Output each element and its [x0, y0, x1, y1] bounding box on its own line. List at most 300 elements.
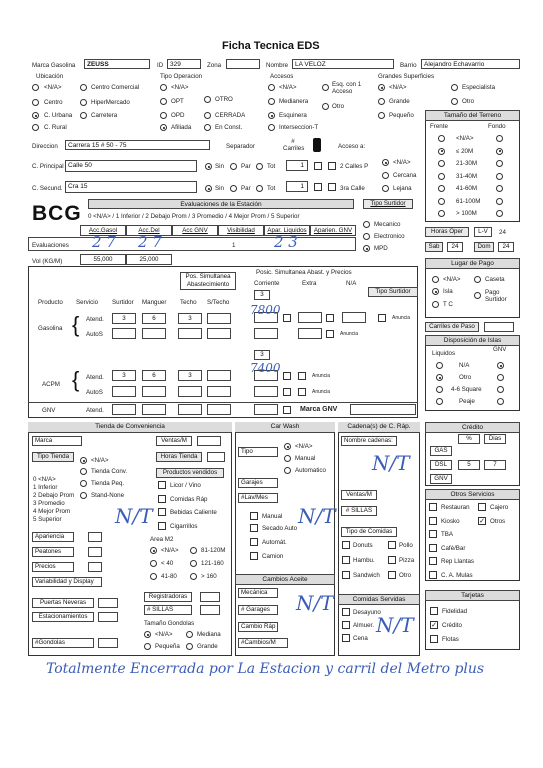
puertas-button[interactable]: Puertas Neveras [32, 598, 94, 608]
tienda-scale-item: 4 Mejor Prom [33, 508, 71, 515]
gnv-price[interactable] [254, 404, 278, 415]
cw-camion-check[interactable] [250, 552, 258, 560]
gas-auto-manguer[interactable] [142, 328, 166, 339]
cw-manual-check[interactable] [250, 512, 258, 520]
terreno-frente-radio[interactable] [438, 173, 445, 180]
tipo-comidas-button[interactable]: Tipo de Comidas [341, 527, 397, 537]
lav-mes-button[interactable]: #Lav/Mes [238, 493, 278, 503]
cena-check[interactable] [342, 634, 350, 642]
cw-camion-label: Camion [262, 553, 284, 560]
tarjeta-credito-label: Crédito [442, 622, 462, 629]
col-techo: Techo [180, 299, 197, 306]
tarjeta-fidelidad-check[interactable] [430, 607, 438, 615]
ubicacion-label: Ubicación [36, 73, 64, 80]
op-otro-label: OTRO [215, 96, 233, 103]
puertas-field[interactable] [98, 598, 118, 608]
cs-sin-label: Sin [215, 185, 224, 192]
gas-auto-surtidor[interactable] [112, 328, 136, 339]
cambio-rap-button[interactable]: Cambio Ráp [238, 622, 278, 632]
calle-principal-label: C. Principal [32, 163, 64, 170]
otros-servicio-check[interactable] [429, 530, 437, 538]
sab-button[interactable]: Sab [425, 242, 443, 252]
surtidor-electronico-radio[interactable] [363, 233, 370, 240]
area-40-radio[interactable] [150, 560, 157, 567]
gas-price-na[interactable] [342, 312, 366, 323]
marca-field[interactable]: ZEUSS [84, 59, 150, 69]
ubicacion-hiper-radio[interactable] [80, 99, 87, 106]
terreno-frente-radio[interactable] [438, 135, 445, 142]
terreno-fondo-radio[interactable] [496, 160, 503, 167]
cp-check-1[interactable] [314, 162, 322, 170]
cs-tot-radio[interactable] [256, 185, 263, 192]
tienda-scale-item: 5 Superior [33, 516, 62, 523]
pago-isla-radio[interactable] [432, 288, 439, 295]
carriles-label: # Carriles [283, 138, 305, 152]
col-producto: Producto [38, 299, 63, 306]
direccion-field[interactable]: Carrera 15 # 50 - 75 [65, 140, 210, 150]
producto-check[interactable] [158, 481, 166, 489]
pago-isla-label: Isla [443, 288, 453, 295]
horas-tienda-button[interactable]: Horas Tienda [156, 452, 202, 462]
acpm-auto-manguer[interactable] [142, 386, 166, 397]
otros-servicio-label: TBA [441, 531, 454, 538]
credito-gas[interactable]: GAS [430, 446, 452, 456]
gas-pos[interactable]: 3 [254, 290, 270, 300]
area-na-radio[interactable] [150, 547, 157, 554]
otros-servicio-check[interactable] [429, 571, 437, 579]
tienda-scale-item: 2 Debajo Prom [33, 492, 75, 499]
gondolas-button[interactable]: #Gondolas [32, 638, 94, 648]
tienda-stand-radio[interactable] [80, 492, 87, 499]
cs-par-radio[interactable] [230, 185, 237, 192]
credito-dsl[interactable]: DSL [430, 460, 452, 470]
cw-automat-label: Automát. [262, 539, 287, 546]
horas-lv[interactable]: L-V [474, 227, 492, 237]
estacionamientos-field[interactable] [98, 612, 118, 622]
calle-principal-field[interactable]: Calle 50 [65, 160, 197, 172]
tienda-peq-radio[interactable] [80, 480, 87, 487]
acpm-techo[interactable]: 3 [178, 370, 202, 381]
gasolina-label: Gasolina [38, 325, 63, 332]
ubicacion-hiper-label: HiperMercado [91, 99, 130, 106]
accesos-label: Accesos [270, 73, 294, 80]
acpm-auto-techo[interactable] [178, 386, 202, 397]
acc-otro-label: Otro [332, 103, 345, 110]
horas-oper-button[interactable]: Horas Oper [425, 227, 469, 237]
disp-na-gnv[interactable] [497, 362, 504, 369]
acc-interseccion-radio[interactable] [268, 124, 275, 131]
otros-servicio-label: Rep Llantas [441, 558, 475, 565]
tipo-tienda-button[interactable]: Tipo Tienda [32, 452, 74, 462]
gs-otro-radio[interactable] [451, 98, 458, 105]
horas-lv-value: 24 [499, 229, 506, 236]
acpm-auto-price[interactable] [254, 386, 278, 397]
disposicion-header: Disposición de Islas [425, 335, 520, 346]
tarjeta-credito-check[interactable]: ✓ [431, 622, 437, 629]
pago-caseta-radio[interactable] [474, 276, 481, 283]
terreno-fondo-radio[interactable] [496, 135, 503, 142]
acpm-check-2[interactable] [298, 372, 306, 380]
credito-dsl-pct[interactable]: 5 [458, 460, 480, 470]
gas-check-1[interactable] [283, 314, 291, 322]
gondola-grande-radio[interactable] [186, 643, 193, 650]
comida-pollo-check[interactable] [388, 541, 396, 549]
terreno-frente-radio[interactable] [438, 198, 445, 205]
tarjeta-flotas-check[interactable] [430, 635, 438, 643]
desayuno-check[interactable] [342, 608, 350, 616]
terreno-header: Tamaño del Terreno [425, 110, 520, 121]
ubicacion-carretera-radio[interactable] [80, 112, 87, 119]
area-81-radio[interactable] [190, 547, 197, 554]
gas-manguer[interactable]: 6 [142, 313, 166, 324]
acc-medianera-radio[interactable] [268, 98, 275, 105]
tienda-scale-item: 0 <N/A> [33, 476, 56, 483]
tienda-na-label: <N/A> [91, 457, 109, 464]
op-cerrada-radio[interactable] [204, 112, 211, 119]
surtidor-mpd-label: MPD [374, 245, 388, 252]
disp-square-gnv[interactable] [497, 386, 504, 393]
comida-sandwich-check[interactable] [342, 571, 350, 579]
pago-tc-label: T C [443, 301, 453, 308]
area-4180-radio[interactable] [150, 573, 157, 580]
dom-button[interactable]: Dom [474, 242, 494, 252]
dom-value[interactable]: 24 [498, 242, 514, 252]
acpm-pos[interactable]: 3 [254, 350, 270, 360]
pago-surtidor-radio[interactable] [474, 292, 481, 299]
otros-servicio-check[interactable] [478, 503, 486, 511]
gas-auto-check[interactable] [326, 330, 334, 338]
acpm-manguer[interactable]: 6 [142, 370, 166, 381]
surtidor-mecanico-radio[interactable] [363, 221, 370, 228]
acc-na-radio[interactable] [268, 84, 275, 91]
terreno-frente-radio[interactable] [438, 160, 445, 167]
gasolina-brace: { [72, 312, 80, 337]
registradoras-button[interactable]: Registradoras [144, 592, 192, 602]
gnv-row-line [28, 402, 418, 403]
cambios-m-button[interactable]: #Cambios/M [238, 638, 288, 648]
pago-na-radio[interactable] [432, 276, 439, 283]
col-stecho: S/Techo [207, 299, 230, 306]
desayuno-label: Desayuno [353, 609, 381, 616]
otros-servicio-check[interactable]: ✓ [479, 517, 485, 525]
disp-na-liq[interactable] [436, 362, 443, 369]
ubicacion-cc-radio[interactable] [80, 84, 87, 91]
cs-par-label: Par [241, 185, 251, 192]
surtidor-mecanico-label: Mecanico [374, 221, 401, 228]
traffic-light-icon [313, 138, 321, 152]
area-160-label: > 160 [201, 573, 217, 580]
area-label: Area M2 [150, 536, 174, 543]
area-121-radio[interactable] [190, 560, 197, 567]
producto-check[interactable] [158, 508, 166, 516]
gnv-disp-label: GNV [493, 346, 507, 353]
evaluaciones-label: Evaluaciones [32, 242, 69, 249]
marca-gnv-field[interactable] [350, 404, 416, 415]
marca-tienda-button[interactable]: Marca [32, 436, 82, 446]
disp-peaje-gnv[interactable] [497, 398, 504, 405]
pago-na-label: <N/A> [443, 276, 461, 283]
gondola-grande-label: Grande [197, 643, 218, 650]
gas-check-2[interactable] [326, 314, 334, 322]
comida-otro-check[interactable] [388, 571, 396, 579]
horas-tienda-field[interactable] [207, 452, 225, 462]
pago-tc-radio[interactable] [432, 301, 439, 308]
gs-otro-label: Otro [462, 98, 475, 105]
bcg-col-header: Acc.Del [126, 225, 172, 236]
cp-check-2[interactable] [328, 162, 336, 170]
op-const-radio[interactable] [204, 124, 211, 131]
gnv-surtidor[interactable] [112, 404, 136, 415]
tienda-conv-radio[interactable] [80, 468, 87, 475]
gondolas-field[interactable] [98, 638, 118, 648]
cw-automat-check[interactable] [250, 538, 258, 546]
gas-auto-techo[interactable] [178, 328, 202, 339]
terreno-frente-radio[interactable] [438, 148, 445, 155]
gas-surtidor[interactable]: 3 [112, 313, 136, 324]
cw-manual-check-label: Manual [262, 513, 283, 520]
otros-servicio-check[interactable] [429, 557, 437, 565]
comida-hambu-check[interactable] [342, 556, 350, 564]
vol-del[interactable]: 25,000 [126, 254, 172, 265]
terreno-fondo-radio[interactable] [496, 210, 503, 217]
ubicacion-na-label: <N/A> [44, 84, 62, 91]
cw-secado-check[interactable] [250, 524, 258, 532]
calle-secundaria-label: C. Secund. [32, 185, 63, 192]
acc-na-label: <N/A> [279, 84, 297, 91]
marca-label: Marca Gasolina [32, 62, 76, 69]
vol-gasol[interactable]: 55,000 [80, 254, 126, 265]
producto-check[interactable] [158, 495, 166, 503]
area-na-label: <N/A> [161, 547, 179, 554]
calle-secundaria-field[interactable]: Cra 15 [65, 181, 197, 193]
productos-vendidos-button[interactable]: Productos vendidos [156, 468, 224, 478]
cambios-aceite-header: Cambios Aceite [235, 574, 335, 585]
cp-sin-radio[interactable] [205, 163, 212, 170]
registradoras-field[interactable] [200, 592, 220, 602]
acpm-check-1[interactable] [283, 372, 291, 380]
comida-donuts-check[interactable] [342, 541, 350, 549]
cs-check-1[interactable] [314, 183, 322, 191]
garages-button[interactable]: # Garages [238, 605, 278, 615]
tipo-surtidor-btn2[interactable]: Tipo Surtidor [368, 287, 418, 297]
ventas-tienda-button[interactable]: Ventas/M [156, 436, 192, 446]
marca-gnv-label: Marca GNV [300, 406, 338, 413]
comida-pollo-label: Pollo [399, 542, 413, 549]
ubicacion-na-radio[interactable] [32, 84, 39, 91]
hand-price-1: 7800 [250, 303, 281, 317]
cs-check-2[interactable] [328, 183, 336, 191]
comidas-servidas-header: Comidas Servidas [338, 594, 420, 605]
area-160-radio[interactable] [190, 573, 197, 580]
acceso-lejana-radio[interactable] [382, 185, 389, 192]
mecanica-button[interactable]: Mecánica [238, 588, 278, 598]
terreno-option-label: <N/A> [456, 135, 474, 142]
terreno-frente-radio[interactable] [438, 185, 445, 192]
area-121-label: 121-160 [201, 560, 224, 567]
otros-servicio-check[interactable] [429, 517, 437, 525]
hand-eval-1: 2 7 [92, 233, 116, 251]
tienda-na-radio[interactable] [80, 457, 87, 464]
tienda-attr-button[interactable]: Apariencia [32, 532, 74, 542]
gondola-na-radio[interactable] [144, 631, 151, 638]
op-opt-radio[interactable] [160, 98, 167, 105]
barrio-field[interactable]: Alejandro Echavarrio [421, 59, 520, 69]
cw-auto-label: Automatico [295, 467, 326, 474]
acpm-label: ACPM [42, 381, 60, 388]
op-na-label: <N/A> [171, 84, 189, 91]
id-field[interactable]: 329 [167, 59, 201, 69]
almuerzo-check[interactable] [342, 621, 350, 629]
gnv-check[interactable] [283, 406, 291, 414]
sab-value[interactable]: 24 [447, 242, 463, 252]
cw-auto-radio[interactable] [284, 467, 291, 474]
gondola-mediana-radio[interactable] [186, 631, 193, 638]
terreno-fondo-radio[interactable] [496, 198, 503, 205]
carwash-tipo-button[interactable]: Tipo [238, 447, 278, 457]
gs-na-radio[interactable] [378, 84, 385, 91]
disp-peaje-liq[interactable] [436, 398, 443, 405]
cp-par-radio[interactable] [230, 163, 237, 170]
cs-carriles-field[interactable]: 1 [286, 181, 308, 192]
gas-stecho[interactable] [207, 313, 231, 324]
credito-dsl-dias[interactable]: 7 [484, 460, 506, 470]
acpm-auto-stecho[interactable] [207, 386, 231, 397]
gas-check-3[interactable] [378, 314, 386, 322]
op-opd-label: OPD [171, 112, 185, 119]
carriles-pago-field[interactable] [484, 322, 514, 332]
gs-grande-radio[interactable] [378, 98, 385, 105]
terreno-fondo-radio[interactable] [496, 173, 503, 180]
gas-auto-price[interactable] [254, 328, 278, 339]
pago-caseta-label: Caseta [485, 276, 505, 283]
sillas-tienda-button[interactable]: # SILLAS [144, 605, 192, 615]
ventas-tienda-field[interactable] [197, 436, 221, 446]
acpm-stecho[interactable] [207, 370, 231, 381]
cp-carriles-field[interactable]: 1 [286, 160, 308, 171]
cw-na-label: <N/A> [295, 443, 313, 450]
comida-pizza-check[interactable] [388, 556, 396, 564]
gas-price-extra[interactable] [298, 312, 322, 323]
hand-price-2: 7400 [250, 361, 281, 375]
gs-especialista-radio[interactable] [451, 84, 458, 91]
bcg-col-header: Apar. Liquidos [264, 225, 310, 236]
area-40-label: < 40 [161, 560, 174, 567]
cw-na-radio[interactable] [284, 443, 291, 450]
acceso-na-radio[interactable] [382, 159, 389, 166]
sillas-tienda-field[interactable] [200, 605, 220, 615]
estacionamientos-button[interactable]: Estacionamientos [32, 612, 94, 622]
otros-servicio-check[interactable] [429, 544, 437, 552]
acpm-auto-check-1[interactable] [283, 388, 291, 396]
id-label: ID [157, 62, 164, 69]
gas-auto-stecho[interactable] [207, 328, 231, 339]
zona-label: Zona [207, 62, 222, 69]
acc-otro-radio[interactable] [322, 103, 329, 110]
producto-check[interactable] [158, 522, 166, 530]
disp-otro-liq[interactable] [436, 374, 443, 381]
gnv-manguer[interactable] [142, 404, 166, 415]
surtidor-mpd-radio[interactable] [363, 245, 370, 252]
cw-secado-label: Secado Auto [262, 525, 298, 532]
ubicacion-centro-radio[interactable] [32, 99, 39, 106]
op-afiliada-radio[interactable] [160, 124, 167, 131]
tienda-attr-button[interactable]: Precios [32, 562, 74, 572]
tipo-surtidor-button[interactable]: Tipo Surtidor [363, 199, 413, 209]
ubicacion-urbana-radio[interactable] [32, 112, 39, 119]
otros-servicio-check[interactable] [429, 503, 437, 511]
acpm-surtidor[interactable]: 3 [112, 370, 136, 381]
gondola-pequena-radio[interactable] [144, 643, 151, 650]
op-otro-radio[interactable] [204, 96, 211, 103]
gs-especialista-label: Especialista [462, 84, 496, 91]
acceso-cercana-label: Cercana [393, 172, 417, 179]
cp-tot-radio[interactable] [256, 163, 263, 170]
acpm-auto-surtidor[interactable] [112, 386, 136, 397]
ubicacion-cc-label: Centro Comercial [91, 84, 140, 91]
gas-auto-price2[interactable] [298, 328, 322, 339]
car-wash-header: Car Wash [235, 422, 335, 433]
tienda-attr-field[interactable] [88, 547, 102, 557]
zona-field[interactable] [226, 59, 260, 69]
col-manguer: Manguer [142, 299, 167, 306]
col-servicio: Servicio [76, 299, 99, 306]
cadena-sillas-button[interactable]: # SILLAS [341, 506, 377, 516]
acpm-auto-check-2[interactable] [298, 388, 306, 396]
gs-grande-label: Grande [389, 98, 410, 105]
gas-autos-label: AutoS [86, 331, 103, 338]
nombre-field[interactable]: LA VELOZ [292, 59, 394, 69]
fondo-label: Fondo [488, 123, 506, 130]
terreno-fondo-radio[interactable] [496, 148, 503, 155]
terreno-option-label: 61-100M [456, 197, 481, 205]
gnv-techo[interactable] [178, 404, 202, 415]
cw-manual-radio[interactable] [284, 455, 291, 462]
corriente-label: Corriente [254, 280, 280, 287]
gas-techo[interactable]: 3 [178, 313, 202, 324]
op-na-radio[interactable] [160, 84, 167, 91]
liquidos-label: Liquidos [432, 350, 456, 357]
disp-otro-gnv[interactable] [497, 374, 504, 381]
tienda-attr-field[interactable] [88, 562, 102, 572]
terreno-fondo-radio[interactable] [496, 185, 503, 192]
op-opd-radio[interactable] [160, 112, 167, 119]
gs-pequeno-radio[interactable] [378, 112, 385, 119]
credito-gnv[interactable]: GNV [430, 474, 452, 484]
garajes-button[interactable]: Garajes [238, 478, 278, 488]
terreno-frente-radio[interactable] [438, 210, 445, 217]
acc-esq-radio[interactable] [322, 84, 329, 91]
acpm-atend-label: Atend. [86, 374, 104, 381]
acc-esquinera-radio[interactable] [268, 112, 275, 119]
gs-pequeno-label: Pequeño [389, 112, 414, 119]
cadena-ventas-button[interactable]: Ventas/M [341, 490, 377, 500]
tienda-attr-field[interactable] [88, 532, 102, 542]
tienda-conv-label: Tienda Conv. [91, 468, 128, 475]
tienda-attr-button[interactable]: Peatones [32, 547, 74, 557]
nombre-cadenas-button[interactable]: Nombre cadenas: [341, 436, 397, 446]
gnv-stecho[interactable] [207, 404, 231, 415]
tienda-attr-button[interactable]: Variabilidad y Display [32, 577, 102, 587]
ubicacion-rural-radio[interactable] [32, 124, 39, 131]
disp-square-liq[interactable] [436, 386, 443, 393]
separador-label: Separador [226, 143, 255, 150]
otros-servicio-label: Cajero [490, 504, 509, 511]
carriles-pago-button[interactable]: Carriles de Paso [425, 322, 479, 332]
terreno-option-label: 41-60M [456, 185, 477, 192]
cs-sin-radio[interactable] [205, 185, 212, 192]
tarjetas-header: Tarjetas [425, 590, 520, 601]
acceso-cercana-radio[interactable] [382, 172, 389, 179]
